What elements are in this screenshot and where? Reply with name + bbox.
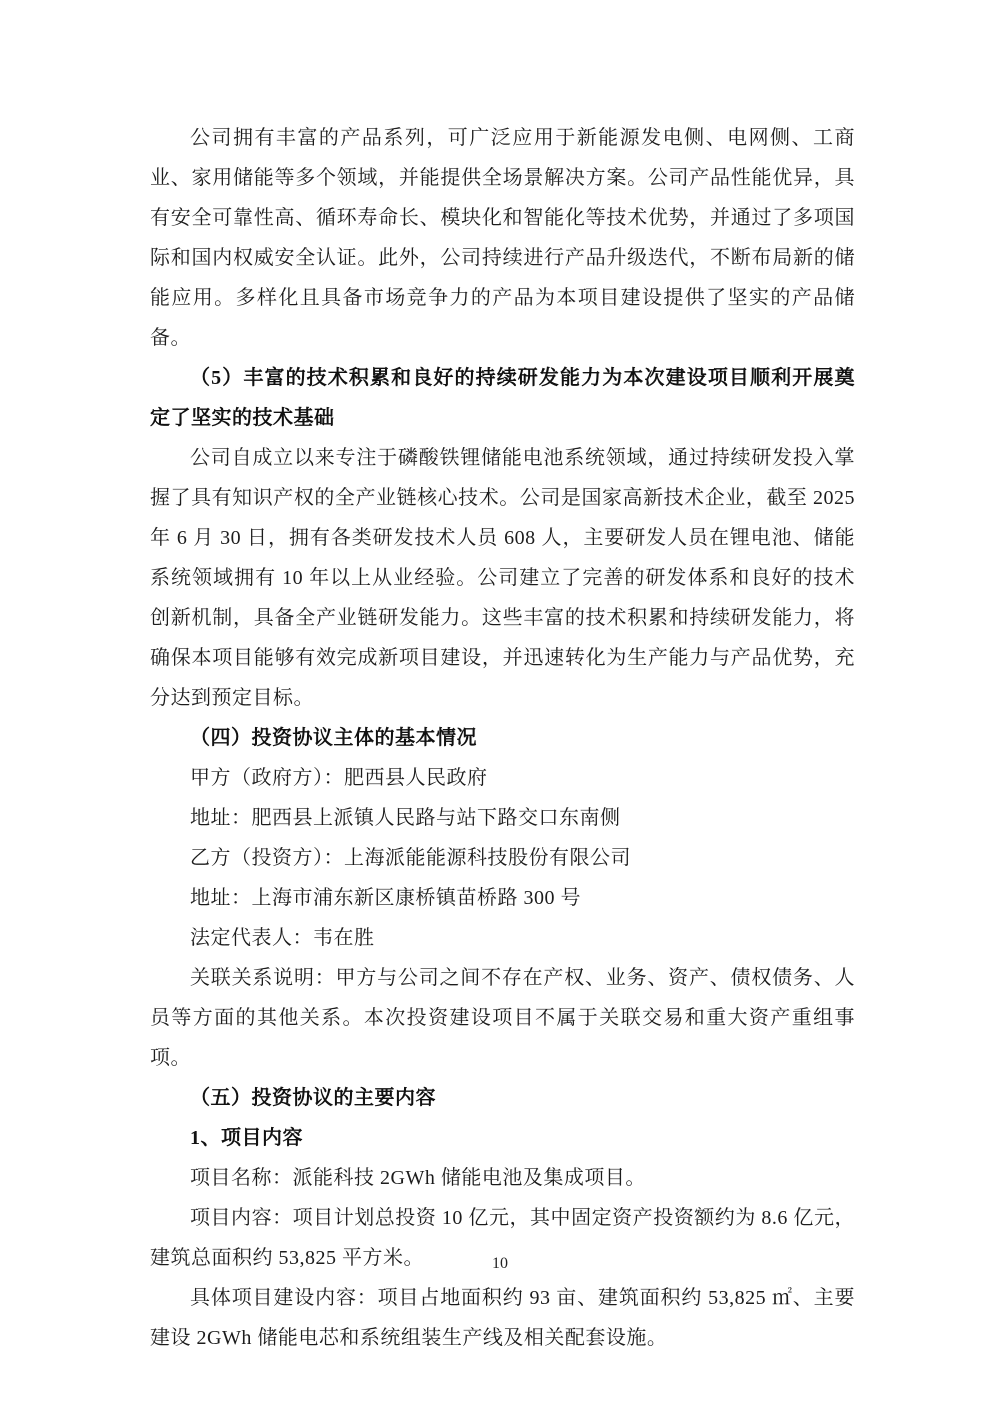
- para-related-relationship: 关联关系说明：甲方与公司之间不存在产权、业务、资产、债权债务、人员等方面的其他关系。本次投资建设项目不属于关联交易和重大资产重组事项。: [150, 967, 855, 1069]
- line-party-b-address: 地址：上海市浦东新区康桥镇苗桥路 300 号: [190, 887, 581, 909]
- heading-5-rd-capability: （5）丰富的技术积累和良好的持续研发能力为本次建设项目顺利开展奠定了坚实的技术基础: [150, 367, 855, 429]
- heading-1-project-content: 1、项目内容: [190, 1127, 303, 1149]
- line-party-a-address: 地址：肥西县上派镇人民路与站下路交口东南侧: [190, 807, 621, 829]
- line-party-a: 甲方（政府方）：肥西县人民政府: [190, 767, 488, 789]
- page-content: [150, 118, 855, 1358]
- page-number: 10: [492, 1255, 508, 1272]
- line-legal-representative: 法定代表人：韦在胜: [190, 927, 375, 949]
- line-party-b: 乙方（投资方）：上海派能能源科技股份有限公司: [190, 847, 631, 869]
- para-product-series: 公司拥有丰富的产品系列，可广泛应用于新能源发电侧、电网侧、工商业、家用储能等多个领域，并能提供全场景解决方案。公司产品性能优异，具有安全可靠性高、循环寿命长、模块化和智能化等技术优势，并通过了多项国际和国内权威安全认证。此外，公司持续进行产品升级迭代，不断布局新的储能应用。多样化且具备市场竞争力的产品为本项目建设提供了坚实的产品储备。: [150, 127, 855, 349]
- heading-5-agreement-main-content: （五）投资协议的主要内容: [190, 1087, 436, 1109]
- para-project-construction: 具体项目建设内容：项目占地面积约 93 亩、建筑面积约 53,825 ㎡、主要建设 2GWh 储能电芯和系统组装生产线及相关配套设施。: [150, 1287, 855, 1349]
- heading-4-agreement-parties: （四）投资协议主体的基本情况: [190, 727, 477, 749]
- para-rd-accumulation: 公司自成立以来专注于磷酸铁锂储能电池系统领域，通过持续研发投入掌握了具有知识产权的全产业链核心技术。公司是国家高新技术企业，截至 2025 年 6 月 30 日，拥有各类研发技术人员 608 人，主要研发人员在锂电池、储能系统领域拥有 10 年以上从业经验。公司建立了完善的研发体系和良好的技术创新机制，具备全产业链研发能力。这些丰富的技术积累和持续研发能力，将确保本项目能够有效完成新项目建设，并迅速转化为生产能力与产品优势，充分达到预定目标。: [150, 447, 855, 709]
- para-project-name: 项目名称：派能科技 2GWh 储能电池及集成项目。: [190, 1167, 646, 1189]
- para-project-investment: 项目内容：项目计划总投资 10 亿元，其中固定资产投资额约为 8.6 亿元，建筑总面积约 53,825 平方米。: [150, 1207, 855, 1269]
